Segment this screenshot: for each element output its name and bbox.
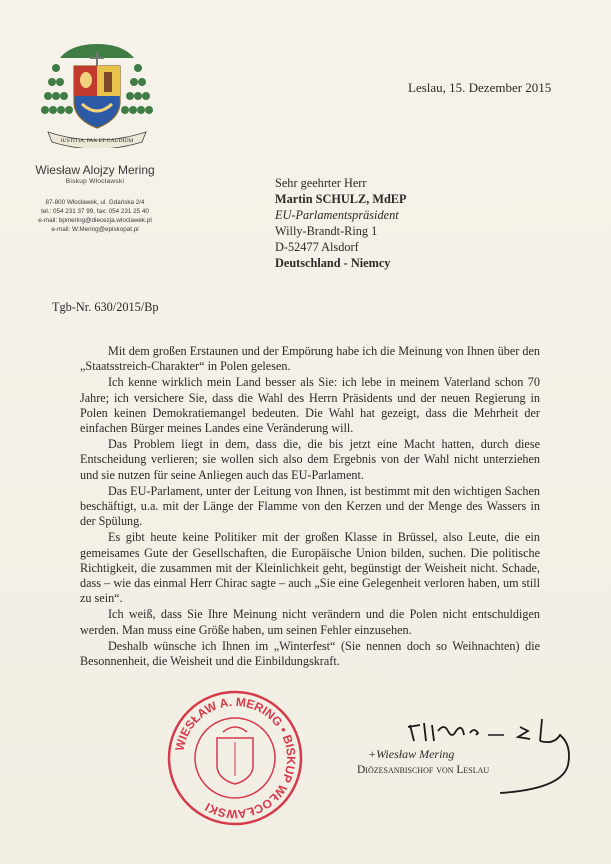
body-paragraph: Das EU-Parlament, unter der Leitung von Ihnen, ist bestimmt mit den wichtigen Sachen beschäftigt, u.a. mit der Länge der Flamme von den Kerzen und der Menge des Wassers in der Spülung.: [80, 483, 540, 529]
stamp-text: WIESŁAW A. MERING • BISKUP WŁOCŁAWSKI: [172, 694, 299, 822]
body-paragraph: Mit dem großen Erstaunen und der Empörung habe ich die Meinung von Ihnen über den „Staatsstreich-Charakter“ in Polen gelesen.: [80, 344, 540, 374]
sender-email-1: e-mail: bpmering@diecezja.wloclawek.pl: [38, 217, 152, 224]
body-paragraph: Es gibt heute keine Politiker mit der großen Klasse in Brüssel, also Leute, die ein gemeisames Gute der Gesellschaften, die Europäische Union bilden, suchen. Die politische Richtigkeit, die zusammen mit der Kleinlichkeit geht, begünstigt der Weisheit nicht. Schade, dass – wie das einmal Herr Chirac sagte – auch „Sie eine Gelegenheit verloren haben, um still zu sein“.: [80, 530, 540, 606]
sender-phone: tel.: 054 231 37 99, fax: 054 231 25 40: [41, 208, 149, 215]
body-paragraph: Ich weiß, dass Sie Ihre Meinung nicht verändern und die Polen nicht entschuldigen werden. Man muss eine Größe haben, um seinen Fehler einzusehen.: [80, 607, 540, 637]
sender-title: Biskup Włocławski: [65, 178, 125, 185]
signature-name: +Wiesław Mering: [368, 747, 455, 761]
signature-role: Diözesanbischof von Leslau: [357, 764, 490, 776]
recipient-street: Willy-Brandt-Ring 1: [275, 224, 378, 238]
motto-text: IUSTITIA, PAX ET GAUDIUM: [60, 138, 134, 144]
body-paragraph: Das Problem liegt in dem, dass die, die bis jetzt eine Macht hatten, durch diese Entscheidung verlieren; sie wollen sich also dem Ergebnis von der Wahl nicht unterziehen und sie nutzen für seine Anliegen auch das EU-Parlament.: [80, 437, 540, 482]
reference-number: Tgb-Nr. 630/2015/Bp: [52, 300, 159, 314]
body-paragraph: Ich kenne wirklich mein Land besser als Sie: ich lebe in meinem Vaterland schon 70 Jahre; ich versichere Sie, dass die Wahl des Herrn Präsidents und der neuen Regierung in Polen keinen Demokratiemangel bedeuten. Die Wahl hat gezeigt, dass die Mehrheit der einfachen Bürger meines Landes eine Veränderung will.: [80, 375, 540, 436]
recipient-position: EU-Parlamentspräsident: [275, 208, 399, 222]
official-stamp: [165, 688, 305, 828]
recipient-name: Martin SCHULZ, MdEP: [275, 192, 407, 206]
sender-address: 87-800 Włocławek, ul. Gdańska 2/4: [45, 199, 145, 206]
body-paragraph: Deshalb wünsche ich Ihnen im „Winterfest“ (Sie nennen doch so Weihnachten) die Besonnenheit, die Weisheit und die Einbildungskraft.: [80, 638, 540, 669]
salutation: Sehr geehrter Herr: [275, 176, 367, 190]
coat-of-arms-logo: [38, 38, 156, 148]
sender-email-2: e-mail: W.Mering@episkopat.pl: [51, 226, 139, 233]
letter-date: Leslau, 15. Dezember 2015: [408, 80, 552, 95]
letter-body: [80, 344, 540, 670]
recipient-city: D-52477 Alsdorf: [275, 240, 359, 254]
sender-name: Wiesław Alojzy Mering: [35, 163, 155, 177]
recipient-country: Deutschland - Niemcy: [275, 256, 391, 270]
